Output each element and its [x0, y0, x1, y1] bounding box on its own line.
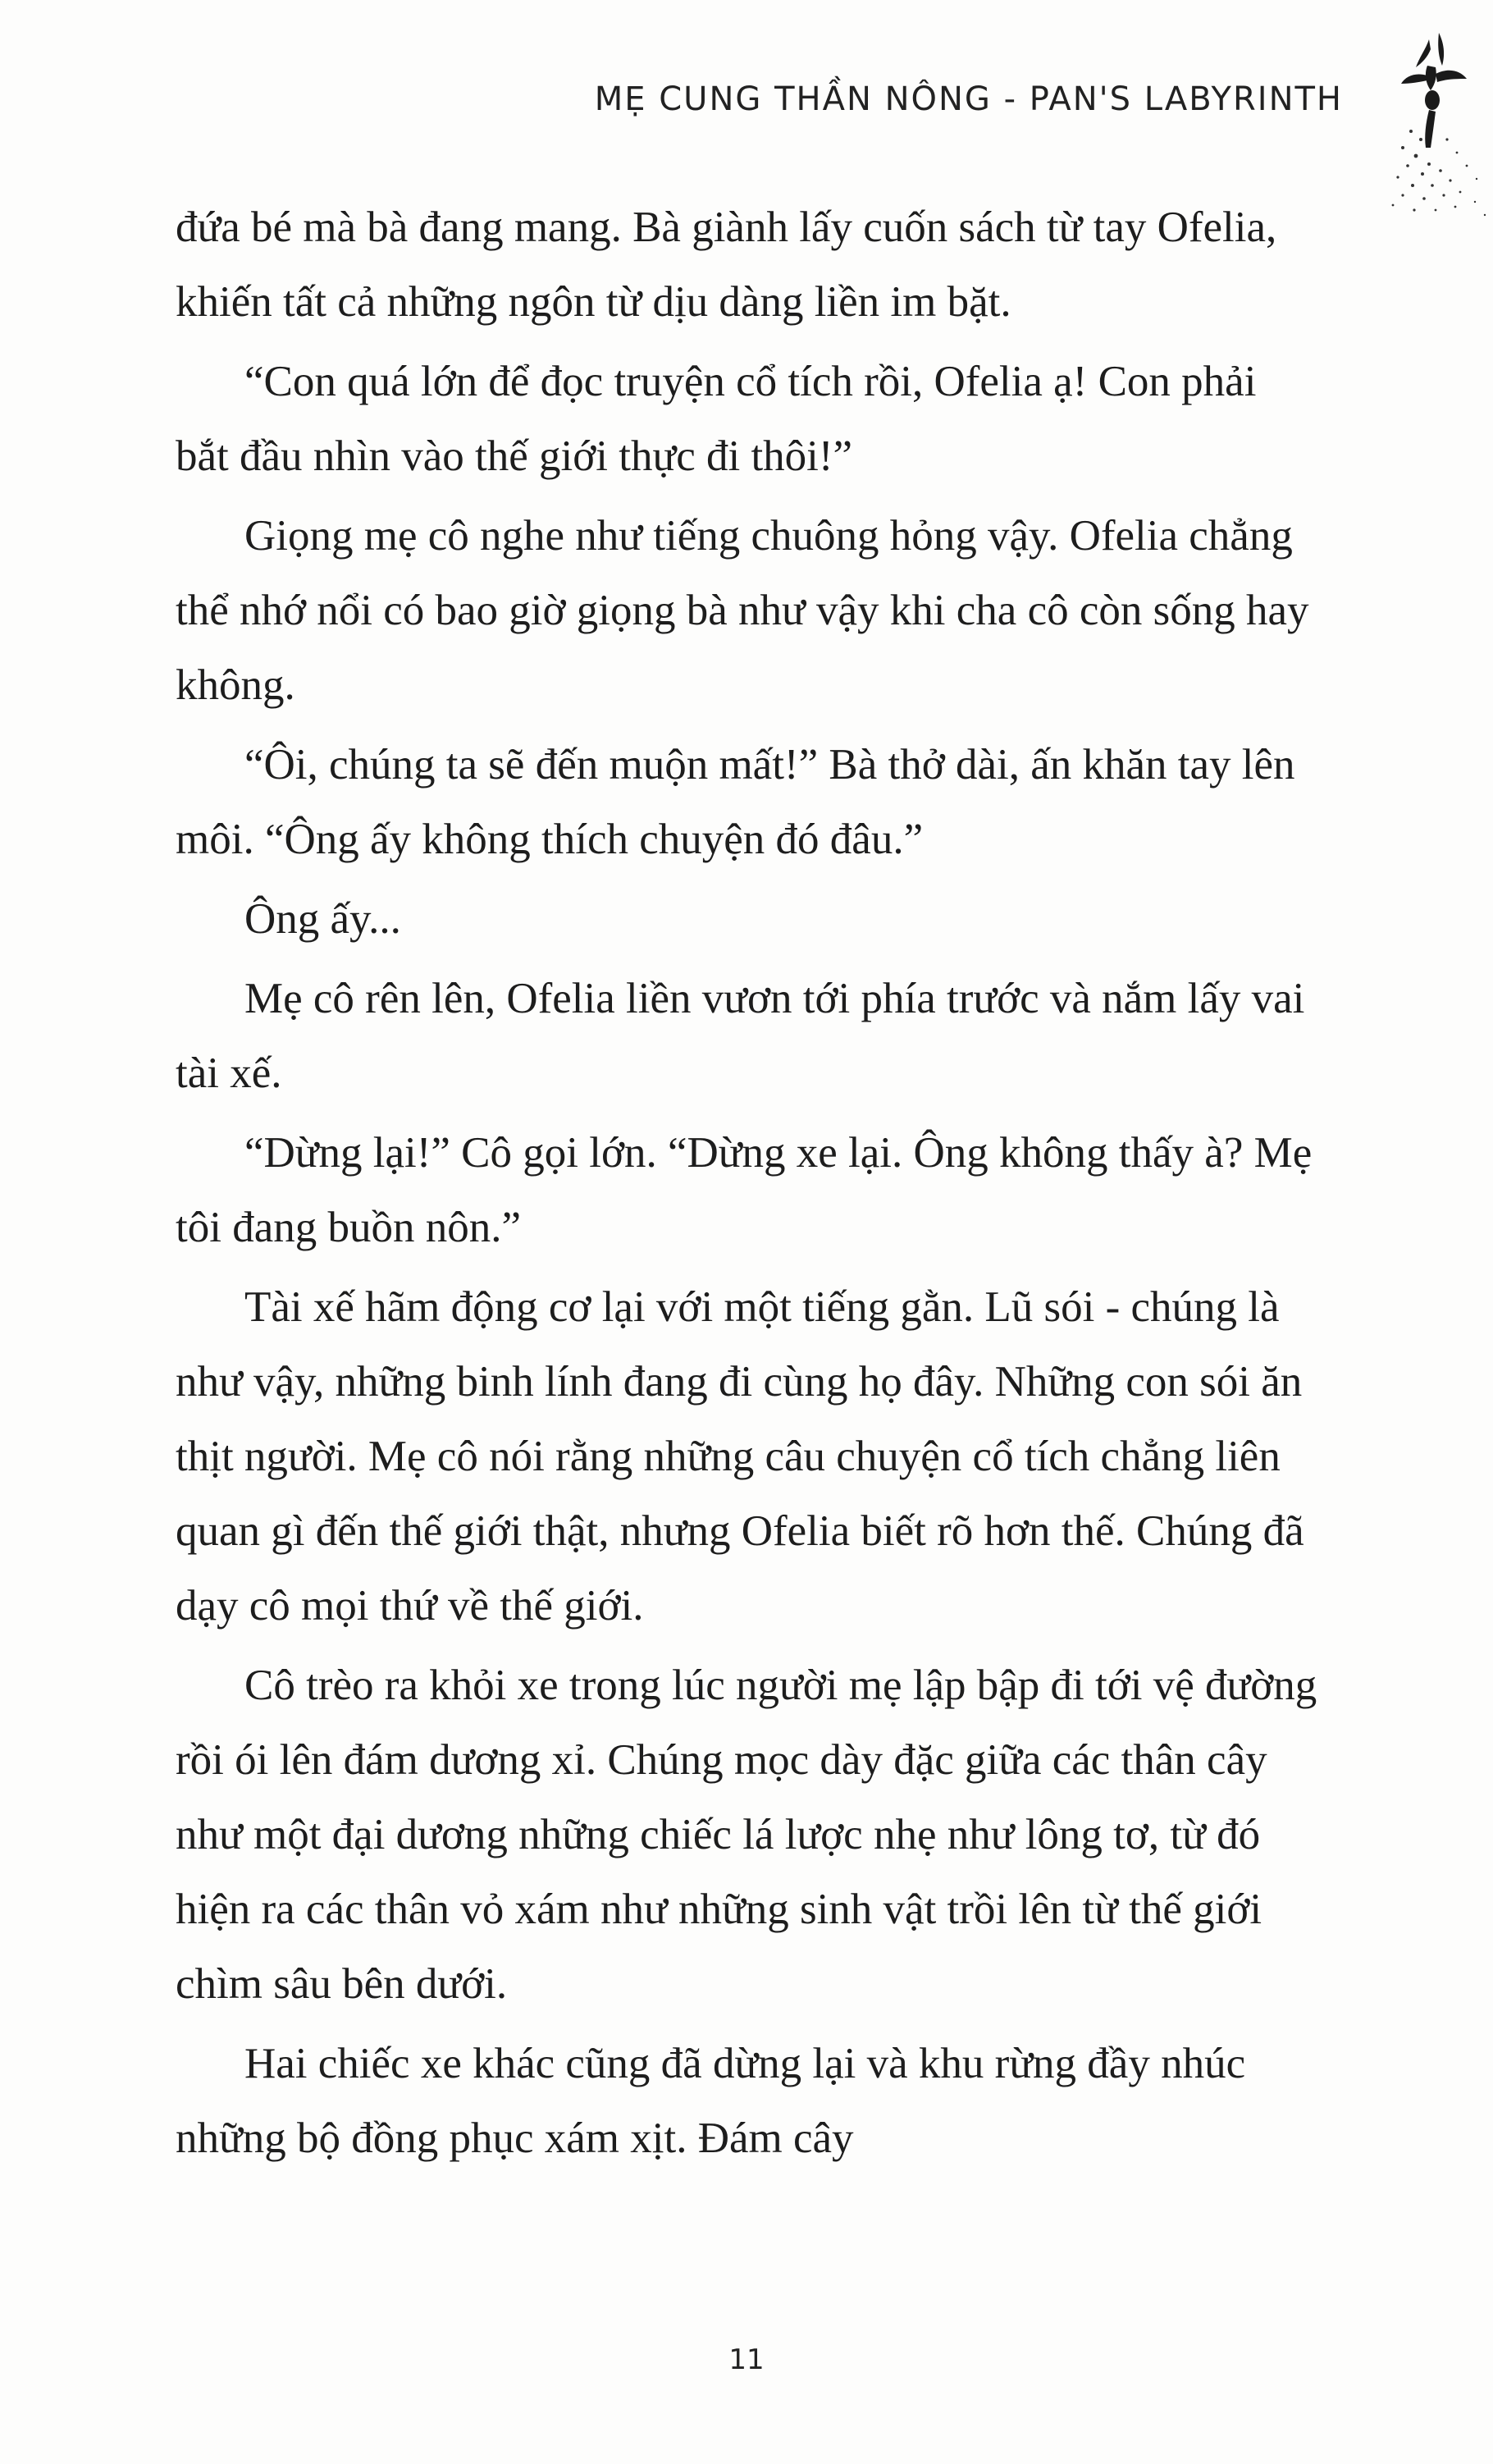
paragraph-1: đứa bé mà bà đang mang. Bà giành lấy cuốn sách từ tay Ofelia, khiến tất cả những ngôn từ dịu dàng liền im bặt. [176, 203, 1277, 326]
paragraph-10: Hai chiếc xe khác cũng đã dừng lại và khu rừng đầy nhúc những bộ đồng phục xám xịt. Đám cây [176, 2040, 1246, 2162]
paragraph-9: Cô trèo ra khỏi xe trong lúc người mẹ lập bập đi tới vệ đường rồi ói lên đám dương xỉ. Chúng mọc dày đặc giữa các thân cây như một đại dương những chiếc lá lược nhẹ như lông tơ, từ đó hiện ra các thân vỏ xám như những sinh vật trồi lên từ thế giới chìm sâu bên dưới. [176, 1662, 1317, 2008]
paragraph-4: “Ôi, chúng ta sẽ đến muộn mất!” Bà thở dài, ấn khăn tay lên môi. “Ông ấy không thích chuyện đó đâu.” [176, 741, 1295, 863]
paragraph-2: “Con quá lớn để đọc truyện cổ tích rồi, Ofelia ạ! Con phải bắt đầu nhìn vào thế giới thực đi thôi!” [176, 358, 1257, 480]
paragraph-6: Mẹ cô rên lên, Ofelia liền vươn tới phía trước và nắm lấy vai tài xế. [176, 975, 1305, 1097]
paragraph-7: “Dừng lại!” Cô gọi lớn. “Dừng xe lại. Ông không thấy à? Mẹ tôi đang buồn nôn.” [176, 1129, 1313, 1251]
page-number: 11 [728, 2343, 765, 2376]
paragraph-5: Ông ấy... [244, 895, 401, 943]
fairy-icon [1378, 25, 1493, 222]
paragraph-8: Tài xế hãm động cơ lại với một tiếng gằn. Lũ sói - chúng là như vậy, những binh lính đang đi cùng họ đây. Những con sói ăn thịt người. Mẹ cô nói rằng những câu chuyện cổ tích chẳng liên quan gì đến thế giới thật, nhưng Ofelia biết rõ hơn thế. Chúng đã dạy cô mọi thứ về thế giới. [176, 1283, 1304, 1630]
running-header: MẸ CUNG THẦN NÔNG - PAN'S LABYRINTH [594, 80, 1343, 118]
paragraph-3: Giọng mẹ cô nghe như tiếng chuông hỏng vậy. Ofelia chẳng thể nhớ nổi có bao giờ giọng bà như vậy khi cha cô còn sống hay không. [176, 512, 1309, 709]
body-text [176, 190, 1319, 2176]
